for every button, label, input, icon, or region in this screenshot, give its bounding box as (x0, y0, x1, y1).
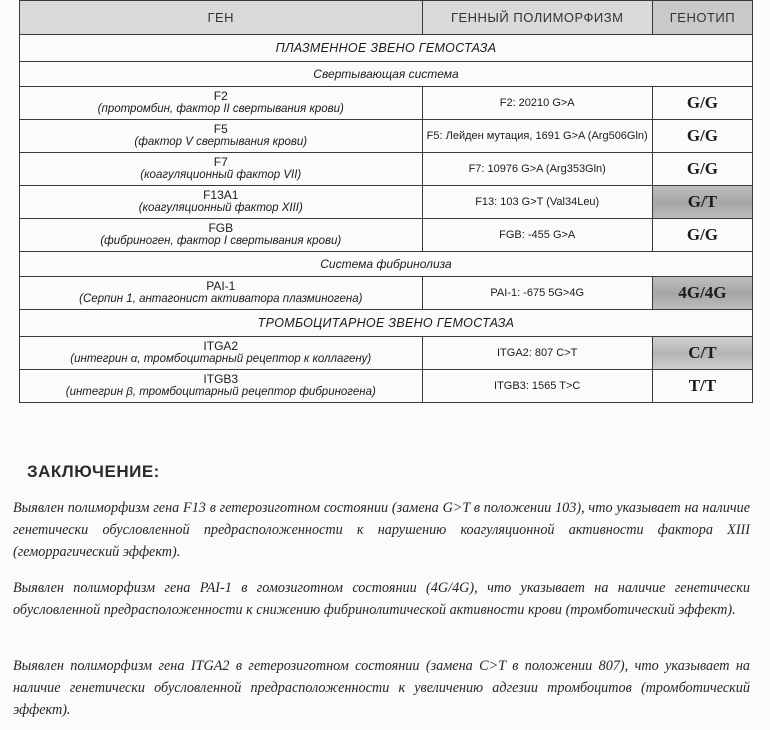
subsection-coagulation: Свертывающая система (20, 62, 753, 87)
gene-symbol: F2 (213, 89, 228, 103)
gene-description: (коагуляционный фактор XIII) (138, 202, 303, 214)
gene-description: (интегрин β, тромбоцитарный рецептор фибриногена) (65, 386, 376, 398)
polymorphism-cell: ITGA2: 807 C>T (422, 337, 652, 370)
gene-description: (фактор V свертывания крови) (134, 136, 308, 148)
gene-description: (интегрин α, тромбоцитарный рецептор к коллагену) (70, 353, 372, 365)
genotype-cell-highlighted: G/T (652, 186, 752, 219)
table-row (20, 337, 753, 370)
gene-symbol: F5 (213, 122, 228, 136)
gene-symbol: ITGA2 (203, 339, 239, 353)
genotype-cell: G/G (652, 120, 752, 153)
polymorphism-cell: PAI-1: -675 5G>4G (422, 277, 652, 310)
gene-cell (20, 370, 423, 403)
subsection-fibrinolysis: Система фибринолиза (20, 252, 753, 277)
genetic-results-table (19, 0, 753, 403)
genotype-cell: G/G (652, 87, 752, 120)
table-row (20, 153, 753, 186)
section-platelet-hemostasis: ТРОМБОЦИТАРНОЕ ЗВЕНО ГЕМОСТАЗА (20, 310, 753, 337)
gene-cell (20, 337, 423, 370)
gene-symbol: FGB (208, 221, 234, 235)
gene-symbol: F7 (213, 155, 228, 169)
header-genotype: ГЕНОТИП (652, 1, 752, 35)
genotype-cell: G/G (652, 153, 752, 186)
table-row (20, 87, 753, 120)
polymorphism-cell: F5: Лейден мутация, 1691 G>A (Arg506Gln) (422, 120, 652, 153)
section-plasma-hemostasis: ПЛАЗМЕННОЕ ЗВЕНО ГЕМОСТАЗА (20, 35, 753, 62)
header-gene: ГЕН (20, 1, 423, 35)
genotype-cell-highlighted: 4G/4G (652, 277, 752, 310)
section-row (20, 35, 753, 62)
table-row (20, 277, 753, 310)
gene-cell (20, 277, 423, 310)
polymorphism-cell: F2: 20210 G>A (422, 87, 652, 120)
gene-description: (фибриноген, фактор I свертывания крови) (100, 235, 342, 247)
table-row (20, 186, 753, 219)
gene-symbol: PAI-1 (206, 279, 236, 293)
header-polymorphism: ГЕННЫЙ ПОЛИМОРФИЗМ (422, 1, 652, 35)
gene-description: (Серпин 1, антагонист активатора плазминогена) (79, 293, 363, 305)
polymorphism-cell: ITGB3: 1565 T>C (422, 370, 652, 403)
section-row (20, 310, 753, 337)
genotype-cell: T/T (652, 370, 752, 403)
polymorphism-cell: FGB: -455 G>A (422, 219, 652, 252)
table-row (20, 120, 753, 153)
gene-cell (20, 186, 423, 219)
gene-symbol: F13A1 (203, 188, 239, 202)
gene-cell (20, 219, 423, 252)
conclusion-paragraph: Выявлен полиморфизм гена PAI-1 в гомозиготном состоянии (4G/4G), что указывает на наличие генетически обусловленной предрасположенности к снижению фибринолитической активности крови (тромботический эффект). (13, 580, 750, 618)
gene-symbol: ITGB3 (203, 372, 239, 386)
conclusion-title: ЗАКЛЮЧЕНИЕ: (27, 462, 160, 481)
polymorphism-cell: F7: 10976 G>A (Arg353Gln) (422, 153, 652, 186)
genotype-cell-highlighted: C/T (652, 337, 752, 370)
subsection-row (20, 252, 753, 277)
genotype-cell: G/G (652, 219, 752, 252)
gene-cell (20, 153, 423, 186)
conclusion-paragraph: Выявлен полиморфизм гена ITGA2 в гетерозиготном состоянии (замена C>T в положении 807), что указывает на наличие генетически обусловленной предрасположенности к увеличению адгезии тромбоцитов (тромботический эффект). (13, 658, 750, 718)
subsection-row (20, 62, 753, 87)
table-row (20, 370, 753, 403)
table-header-row (20, 1, 753, 35)
gene-cell (20, 87, 423, 120)
table-row (20, 219, 753, 252)
gene-cell (20, 120, 423, 153)
polymorphism-cell: F13: 103 G>T (Val34Leu) (422, 186, 652, 219)
gene-description: (коагуляционный фактор VII) (140, 169, 302, 181)
gene-description: (протромбин, фактор II свертывания крови) (97, 103, 344, 115)
conclusion-paragraph: Выявлен полиморфизм гена F13 в гетерозиготном состоянии (замена G>T в положении 103), что указывает на наличие генетически обусловленной предрасположенности к нарушению коагуляционной активности фактора XIII (геморрагический эффект). (13, 500, 750, 560)
